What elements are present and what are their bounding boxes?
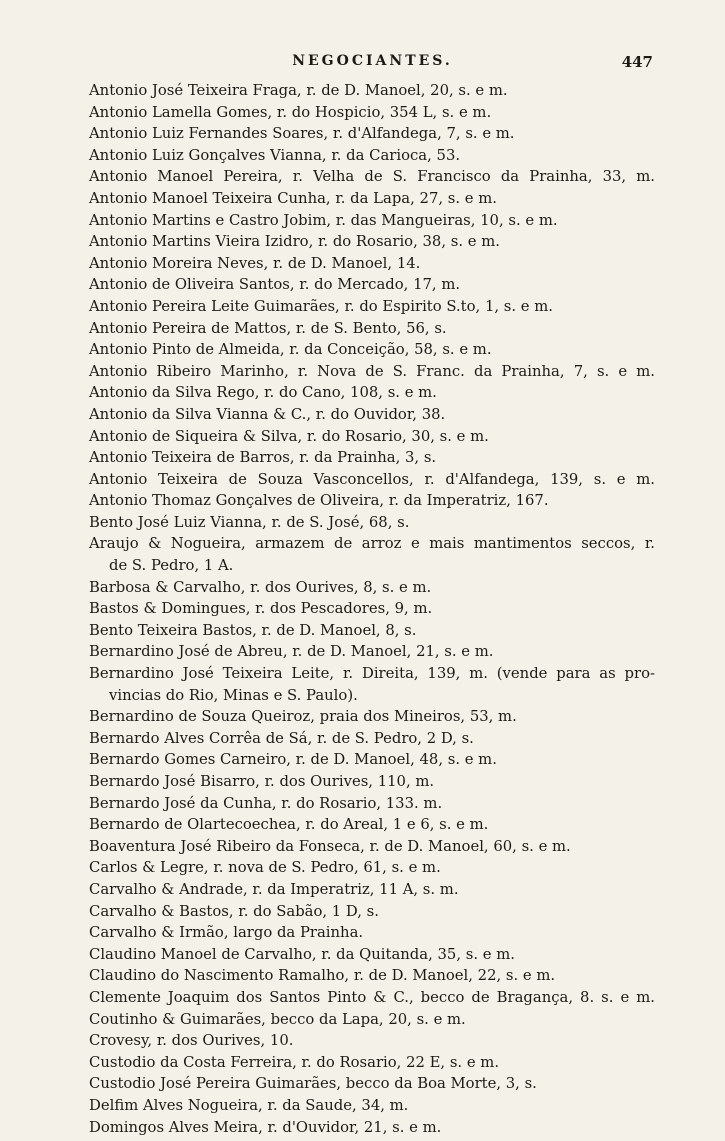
list-item: Antonio Luiz Gonçalves Vianna, r. da Carioca, 53. (89, 146, 461, 164)
list-item: Bernardo José Bisarro, r. dos Ourives, 110, m. (89, 773, 435, 790)
list-item: Antonio Thomaz Gonçalves de Oliveira, r. da Imperatriz, 167. (89, 492, 549, 510)
list-item: Araujo & Nogueira, armazem de arroz e mais mantimentos seccos, r. (89, 535, 655, 553)
list-item: Antonio Pinto de Almeida, r. da Conceição, 58, s. e m. (89, 341, 492, 359)
list-item: Antonio de Siqueira & Silva, r. do Rosario, 30, s. e m. (89, 427, 489, 445)
list-item: Bernardino de Souza Queiroz, praia dos Mineiros, 53, m. (89, 708, 517, 726)
list-item: Antonio Moreira Neves, r. de D. Manoel, 14. (89, 254, 421, 272)
list-item: Barbosa & Carvalho, r. dos Ourives, 8, s. e m. (89, 578, 432, 596)
list-item: Antonio José Teixeira Fraga, r. de D. Manoel, 20, s. e m. (89, 82, 508, 99)
list-item-continuation: vincias do Rio, Minas e S. Paulo). (109, 686, 358, 704)
list-item: Bernardo José da Cunha, r. do Rosario, 133. m. (89, 794, 443, 812)
list-item-continuation: de S. Pedro, 1 A. (109, 557, 234, 575)
list-item: Delfim Alves Nogueira, r. da Saude, 34, m. (89, 1096, 409, 1114)
list-item: Bernardino José de Abreu, r. de D. Manoel, 21, s. e m. (89, 643, 494, 661)
list-item: Antonio Lamella Gomes, r. do Hospicio, 354 L, s. e m. (89, 103, 492, 121)
list-item: Bernardo de Olartecoechea, r. do Areal, 1 e 6, s. e m. (89, 816, 489, 834)
merchant-list (89, 80, 655, 1138)
list-item: Bento José Luiz Vianna, r. de S. José, 68, s. (89, 513, 410, 531)
list-item: Coutinho & Guimarães, becco da Lapa, 20, s. e m. (89, 1010, 466, 1028)
list-item: Antonio Martins Vieira Izidro, r. do Rosario, 38, s. e m. (89, 233, 500, 251)
list-item: Carvalho & Andrade, r. da Imperatriz, 11 A, s. m. (89, 880, 459, 898)
list-item: Antonio Pereira Leite Guimarães, r. do Espirito S.to, 1, s. e m. (89, 297, 553, 315)
page-header (90, 53, 655, 75)
list-item: Antonio Martins e Castro Jobim, r. das Mangueiras, 10, s. e m. (89, 211, 558, 229)
list-item: Antonio da Silva Vianna & C., r. do Ouvidor, 38. (89, 405, 446, 423)
list-item: Domingos Alves Meira, r. d'Ouvidor, 21, s. e m. (89, 1118, 442, 1136)
list-item: Antonio Ribeiro Marinho, r. Nova de S. Franc. da Prainha, 7, s. e m. (89, 362, 655, 380)
list-item: Crovesy, r. dos Ourives, 10. (89, 1032, 294, 1050)
list-item: Clemente Joaquim dos Santos Pinto & C., becco de Bragança, 8. s. e m. (89, 988, 655, 1006)
list-item: Custodio da Costa Ferreira, r. do Rosario, 22 E, s. e m. (89, 1053, 500, 1071)
list-item: Carvalho & Irmão, largo da Prainha. (89, 924, 364, 942)
page-title: NEGOCIANTES. (292, 53, 453, 69)
list-item: Claudino do Nascimento Ramalho, r. de D. Manoel, 22, s. e m. (89, 967, 556, 985)
list-item: Antonio Teixeira de Souza Vasconcellos, r. d'Alfandega, 139, s. e m. (89, 470, 655, 488)
list-item: Antonio Manoel Teixeira Cunha, r. da Lapa, 27, s. e m. (89, 189, 497, 207)
list-item: Carvalho & Bastos, r. do Sabão, 1 D, s. (89, 902, 379, 920)
list-item: Antonio de Oliveira Santos, r. do Mercado, 17, m. (89, 276, 461, 294)
list-item: Antonio da Silva Rego, r. do Cano, 108, s. e m. (89, 384, 437, 402)
list-item: Antonio Luiz Fernandes Soares, r. d'Alfandega, 7, s. e m. (89, 125, 515, 143)
list-item: Claudino Manoel de Carvalho, r. da Quitanda, 35, s. e m. (89, 945, 515, 963)
list-item: Bernardo Gomes Carneiro, r. de D. Manoel, 48, s. e m. (89, 751, 497, 769)
list-item: Antonio Manoel Pereira, r. Velha de S. Francisco da Prainha, 33, m. (89, 168, 655, 186)
list-item: Bento Teixeira Bastos, r. de D. Manoel, 8, s. (89, 621, 417, 639)
list-item: Bernardo Alves Corrêa de Sá, r. de S. Pedro, 2 D, s. (89, 729, 474, 747)
list-item: Boaventura José Ribeiro da Fonseca, r. de D. Manoel, 60, s. e m. (89, 837, 571, 855)
list-item: Custodio José Pereira Guimarães, becco da Boa Morte, 3, s. (89, 1075, 537, 1093)
list-item: Bernardino José Teixeira Leite, r. Direita, 139, m. (vende para as pro- (89, 665, 655, 683)
list-item: Bastos & Domingues, r. dos Pescadores, 9, m. (89, 600, 433, 618)
list-item: Carlos & Legre, r. nova de S. Pedro, 61, s. e m. (89, 859, 441, 877)
list-item: Antonio Pereira de Mattos, r. de S. Bento, 56, s. (89, 319, 447, 337)
list-item: Antonio Teixeira de Barros, r. da Prainha, 3, s. (89, 449, 437, 467)
page-number: 447 (621, 53, 653, 71)
